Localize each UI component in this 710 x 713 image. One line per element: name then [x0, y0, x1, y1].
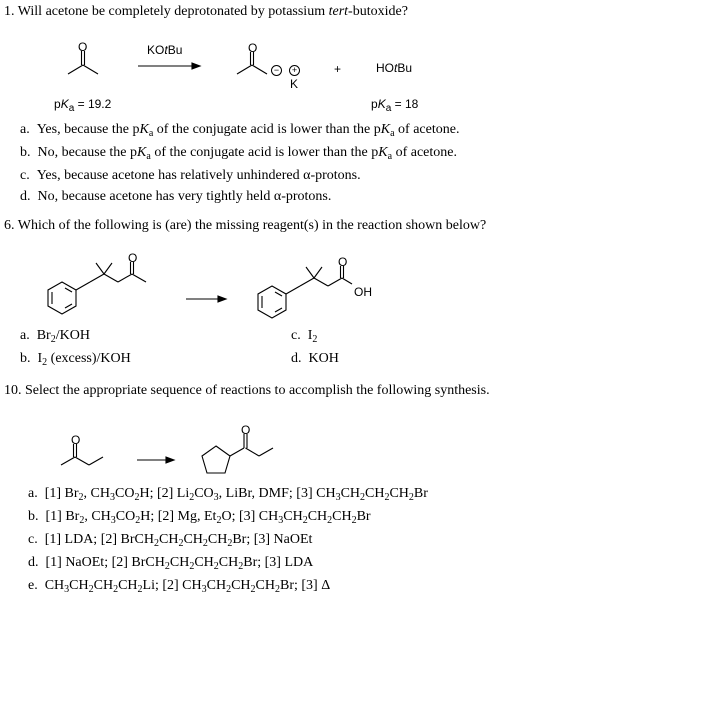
question-6-title: 6. Which of the following is (are) the missing reagent(s) in the reaction shown below? [4, 218, 487, 233]
acid-oh-label: OH [354, 285, 372, 299]
minus-charge-icon: − [271, 65, 282, 76]
q1-option-a[interactable]: a. Yes, because the $pK_a$ of the conjugate acid is lower than the $pK_a$ of acetone. [20, 122, 460, 139]
question-10-title: 10. Select the appropriate sequence of reactions to accomplish the following synthesis. [4, 383, 490, 398]
ketone-oxygen: O [128, 251, 138, 265]
q1-option-b[interactable]: b. No, because the $pK_a$ of the conjugate acid is lower than the $pK_a$ of acetone. [20, 145, 457, 162]
q10-option-a[interactable]: a. [1] $Br_2$, $CH_3CO_2H$; [2] $Li_2CO_3$, LiBr, DMF; [3] $CH_3CH_2CH_2CH_2Br$ [28, 486, 428, 503]
potassium-label: K [290, 77, 299, 91]
butanone-structure [61, 444, 103, 465]
reagent-kotbu: KOtBu [147, 43, 183, 57]
q10-option-d[interactable]: d. [1] NaOEt; [2] $BrCH_2CH_2CH_2CH_2Br$; [3] LDA [28, 555, 314, 572]
q1-option-c[interactable]: c. Yes, because acetone has relatively unhindered α-protons. [20, 168, 361, 183]
q6-option-c[interactable]: c. $I_2$ [291, 328, 318, 345]
q10-option-e[interactable]: e. $CH_3CH_2CH_2CH_2Li$; [2] $CH_3CH_2CH_2CH_2Br$; [3] Δ [28, 578, 331, 595]
reaction-arrow-10 [137, 457, 174, 463]
pka-tbuoh: $pK_a = 18$ [371, 97, 419, 114]
byproduct-hotbu: HOtBu [376, 61, 413, 75]
acid-carbonyl-oxygen: O [338, 255, 348, 269]
q10-option-b[interactable]: b. [1] $Br_2$, $CH_3CO_2H$; [2] Mg, $Et_2O$; [3] $CH_3CH_2CH_2CH_2Br$ [28, 509, 371, 526]
q1-option-d[interactable]: d. No, because acetone has very tightly held α-protons. [20, 189, 332, 204]
plus-charge-icon: + [289, 65, 300, 76]
q6-option-b[interactable]: b. $I_2$ (excess)/KOH [20, 351, 131, 368]
enolate-oxygen: O [248, 41, 258, 55]
q6-option-d[interactable]: d. KOH [291, 351, 339, 366]
product-ketone-oxygen: O [241, 423, 251, 437]
butanone-oxygen: O [71, 433, 81, 447]
acetone-oxygen: O [78, 40, 88, 54]
question-1-title: 1. Will acetone be completely deprotonated by potassium tert-butoxide? [4, 4, 408, 19]
pka-acetone: $pK_a = 19.2$ [54, 97, 112, 114]
q10-option-c[interactable]: c. [1] LDA; [2] $BrCH_2CH_2CH_2CH_2Br$; [3] NaOEt [28, 532, 313, 549]
q6-option-a[interactable]: a. $Br_2$/KOH [20, 328, 90, 345]
cyclopentyl-ketone-product-structure [202, 434, 273, 473]
plus-sign: + [334, 62, 342, 76]
